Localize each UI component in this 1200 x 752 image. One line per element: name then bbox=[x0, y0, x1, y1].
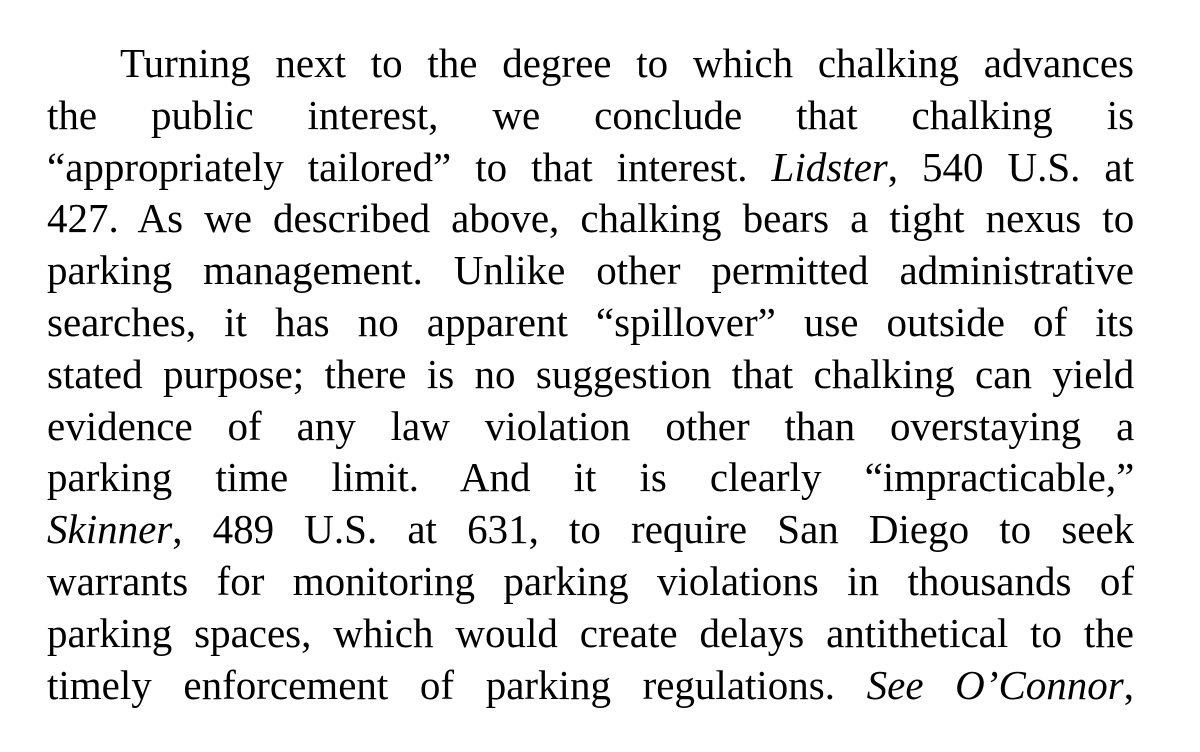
text-line-2 bbox=[47, 90, 1134, 142]
case-citation-skinner: Skinner bbox=[47, 506, 173, 553]
text-line-3 bbox=[47, 142, 1134, 194]
text-segment: warrants for monitoring parking violations in thousands of bbox=[47, 557, 1134, 604]
text-line-12 bbox=[47, 608, 1134, 660]
text-segment: searches, it has no apparent “spillover” use outside of its bbox=[47, 298, 1134, 345]
text-segment: , 540 U.S. at bbox=[887, 143, 1135, 190]
text-segment: parking spaces, which would create delays antithetical to the bbox=[47, 609, 1134, 656]
text-segment: 427. As we described above, chalking bears a tight nexus to bbox=[47, 195, 1135, 242]
case-citation-oconnor: See O’Connor bbox=[866, 661, 1124, 708]
text-line-1 bbox=[47, 38, 1134, 90]
text-line-9 bbox=[47, 452, 1134, 504]
text-line-11 bbox=[47, 556, 1134, 608]
text-segment: the public interest, we conclude that chalking is bbox=[47, 91, 1135, 138]
text-segment: evidence of any law violation other than overstaying a bbox=[47, 402, 1135, 449]
text-segment: “appropriately tailored” to that interest. bbox=[47, 143, 772, 190]
text-line-7 bbox=[47, 349, 1134, 401]
text-line-6 bbox=[47, 297, 1134, 349]
text-line-10 bbox=[47, 504, 1134, 556]
opinion-paragraph bbox=[47, 38, 1134, 711]
text-segment: stated purpose; there is no suggestion that chalking can yield bbox=[47, 350, 1135, 397]
text-segment: timely enforcement of parking regulations. bbox=[47, 661, 867, 708]
text-line-8 bbox=[47, 401, 1134, 453]
text-line-5 bbox=[47, 245, 1134, 297]
text-segment: , bbox=[1123, 661, 1135, 708]
text-line-13 bbox=[47, 660, 1134, 712]
text-segment: Turning next to the degree to which chalking advances bbox=[120, 40, 1134, 86]
case-citation-lidster: Lidster bbox=[771, 143, 888, 190]
text-segment: parking time limit. And it is clearly “impracticable,” bbox=[47, 454, 1135, 501]
text-segment: , 489 U.S. at 631, to require San Diego to seek bbox=[172, 506, 1135, 553]
text-segment: parking management. Unlike other permitted administrative bbox=[47, 247, 1134, 294]
text-line-4 bbox=[47, 193, 1134, 245]
document-page bbox=[47, 38, 1134, 711]
